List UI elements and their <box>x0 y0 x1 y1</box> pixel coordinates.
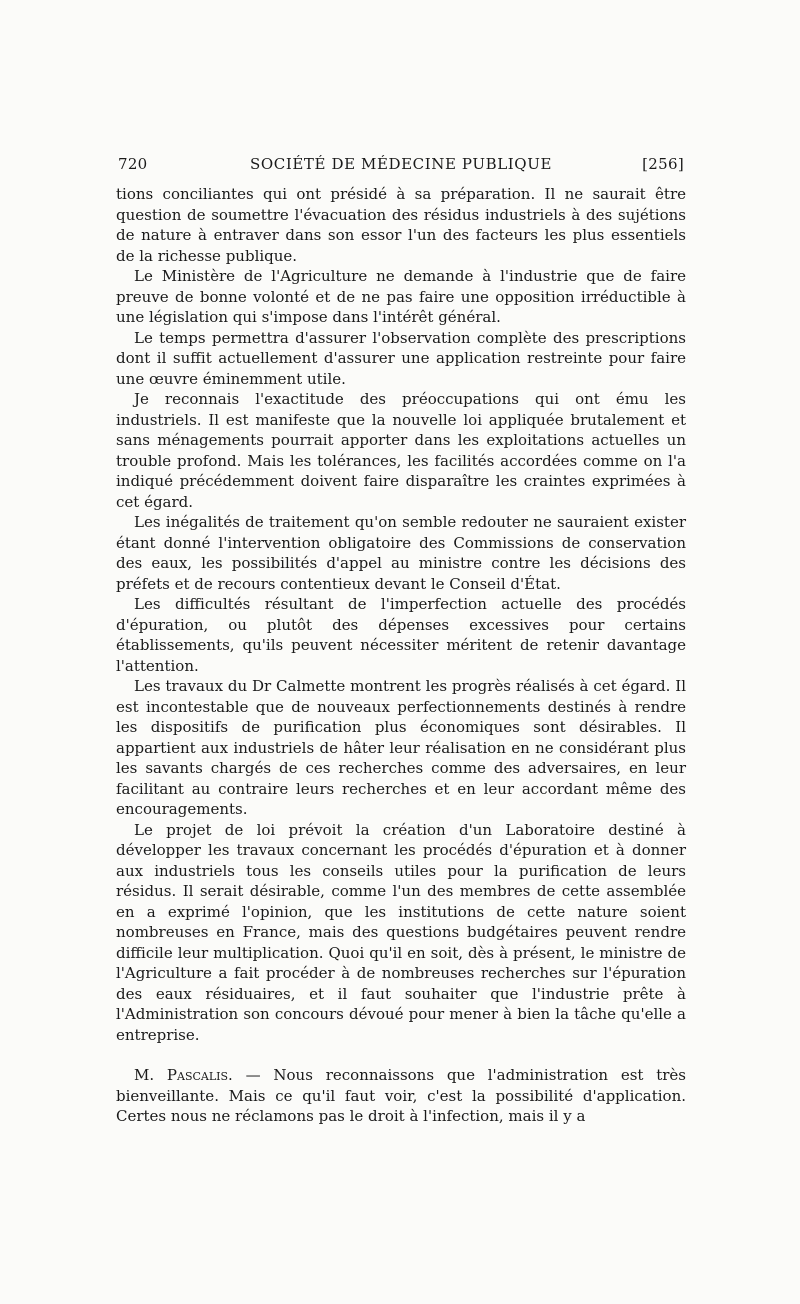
paragraph-projet-de-loi: Le projet de loi prévoit la création d'un Laboratoire destiné à développer les travaux concernant les procédés d'épuration et à donner aux industriels tous les conseils utiles pour la purification de leurs résidus. Il serait désirable, comme l'un des membres de cette assemblée en a exprimé l'opinion, que les institutions de cette nature soient nombreuses en France, mais des questions budgétaires peuvent rendre difficile leur multiplication. Quoi qu'il en soit, dès à présent, le ministre de l'Agriculture a fait procéder à de nombreuses recherches sur l'épuration des eaux résiduaires, et il faut souhaiter que l'industrie prête à l'Administration son concours dévoué pour mener à bien la tâche qu'elle a entreprise. <box>116 820 686 1044</box>
paragraph-continuation: tions conciliantes qui ont présidé à sa préparation. Il ne saurait être question de soumettre l'évacuation des résidus industriels à des sujétions de nature à entraver dans son essor l'un des facteurs les plus essentiels de la richesse publique. <box>116 185 686 265</box>
speaker-paragraph <box>116 1065 686 1127</box>
paragraph-temps: Le temps permettra d'assurer l'observation complète des prescriptions dont il suffit actuellement d'assurer une application restreinte pour faire une œuvre éminemment utile. <box>116 328 686 388</box>
speaker-text: — Nous reconnaissons que l'administration est très bienveillante. Mais ce qu'il faut voir, c'est la possibilité d'application. Certes nous ne réclamons pas le droit à l'infection, mais il y a <box>116 1066 687 1125</box>
paragraph-ministere: Le Ministère de l'Agriculture ne demande à l'industrie que de faire preuve de bonne volonté et de ne pas faire une opposition irréductible à une législation qui s'impose dans l'intérêt général. <box>116 267 686 326</box>
body-text <box>116 184 686 1127</box>
running-title: SOCIÉTÉ DE MÉDECINE PUBLIQUE <box>250 155 552 173</box>
page-number: 720 <box>118 155 148 173</box>
paragraph-preoccupations: Je reconnais l'exactitude des préoccupations qui ont ému les industriels. Il est manifeste que la nouvelle loi appliquée brutalement et sans ménagements pourrait apporter dans les exploitations actuelles un trouble profond. Mais les tolérances, les facilités accordées comme on l'a indiqué précédemment doivent faire disparaître les craintes exprimées à cet égard. <box>116 390 686 511</box>
speaker-name: M. Pascalis. <box>134 1066 233 1084</box>
paragraph-travaux: Les travaux du Dr Calmette montrent les progrès réalisés à cet égard. Il est incontestable que de nouveaux perfectionnements destinés à rendre les dispositifs de purification plus économiques sont désirables. Il appartient aux industriels de hâter leur réalisation en ne considérant plus les savants chargés de ces recherches comme des adversaires, en leur facilitant au contraire leurs recherches et en leur accordant même des encouragements. <box>116 677 686 818</box>
paragraph-difficultes: Les difficultés résultant de l'imperfection actuelle des procédés d'épuration, ou plutôt des dépenses excessives pour certains établissements, qu'ils peuvent nécessiter méritent de retenir davantage l'attention. <box>116 595 686 675</box>
section-number: [256] <box>642 155 684 173</box>
paragraph-inegalites: Les inégalités de traitement qu'on semble redouter ne sauraient exister étant donné l'intervention obligatoire des Commissions de conservation des eaux, les possibilités d'appel au ministre contre les décisions des préfets et de recours contentieux devant le Conseil d'État. <box>116 513 686 593</box>
running-header <box>118 155 684 177</box>
